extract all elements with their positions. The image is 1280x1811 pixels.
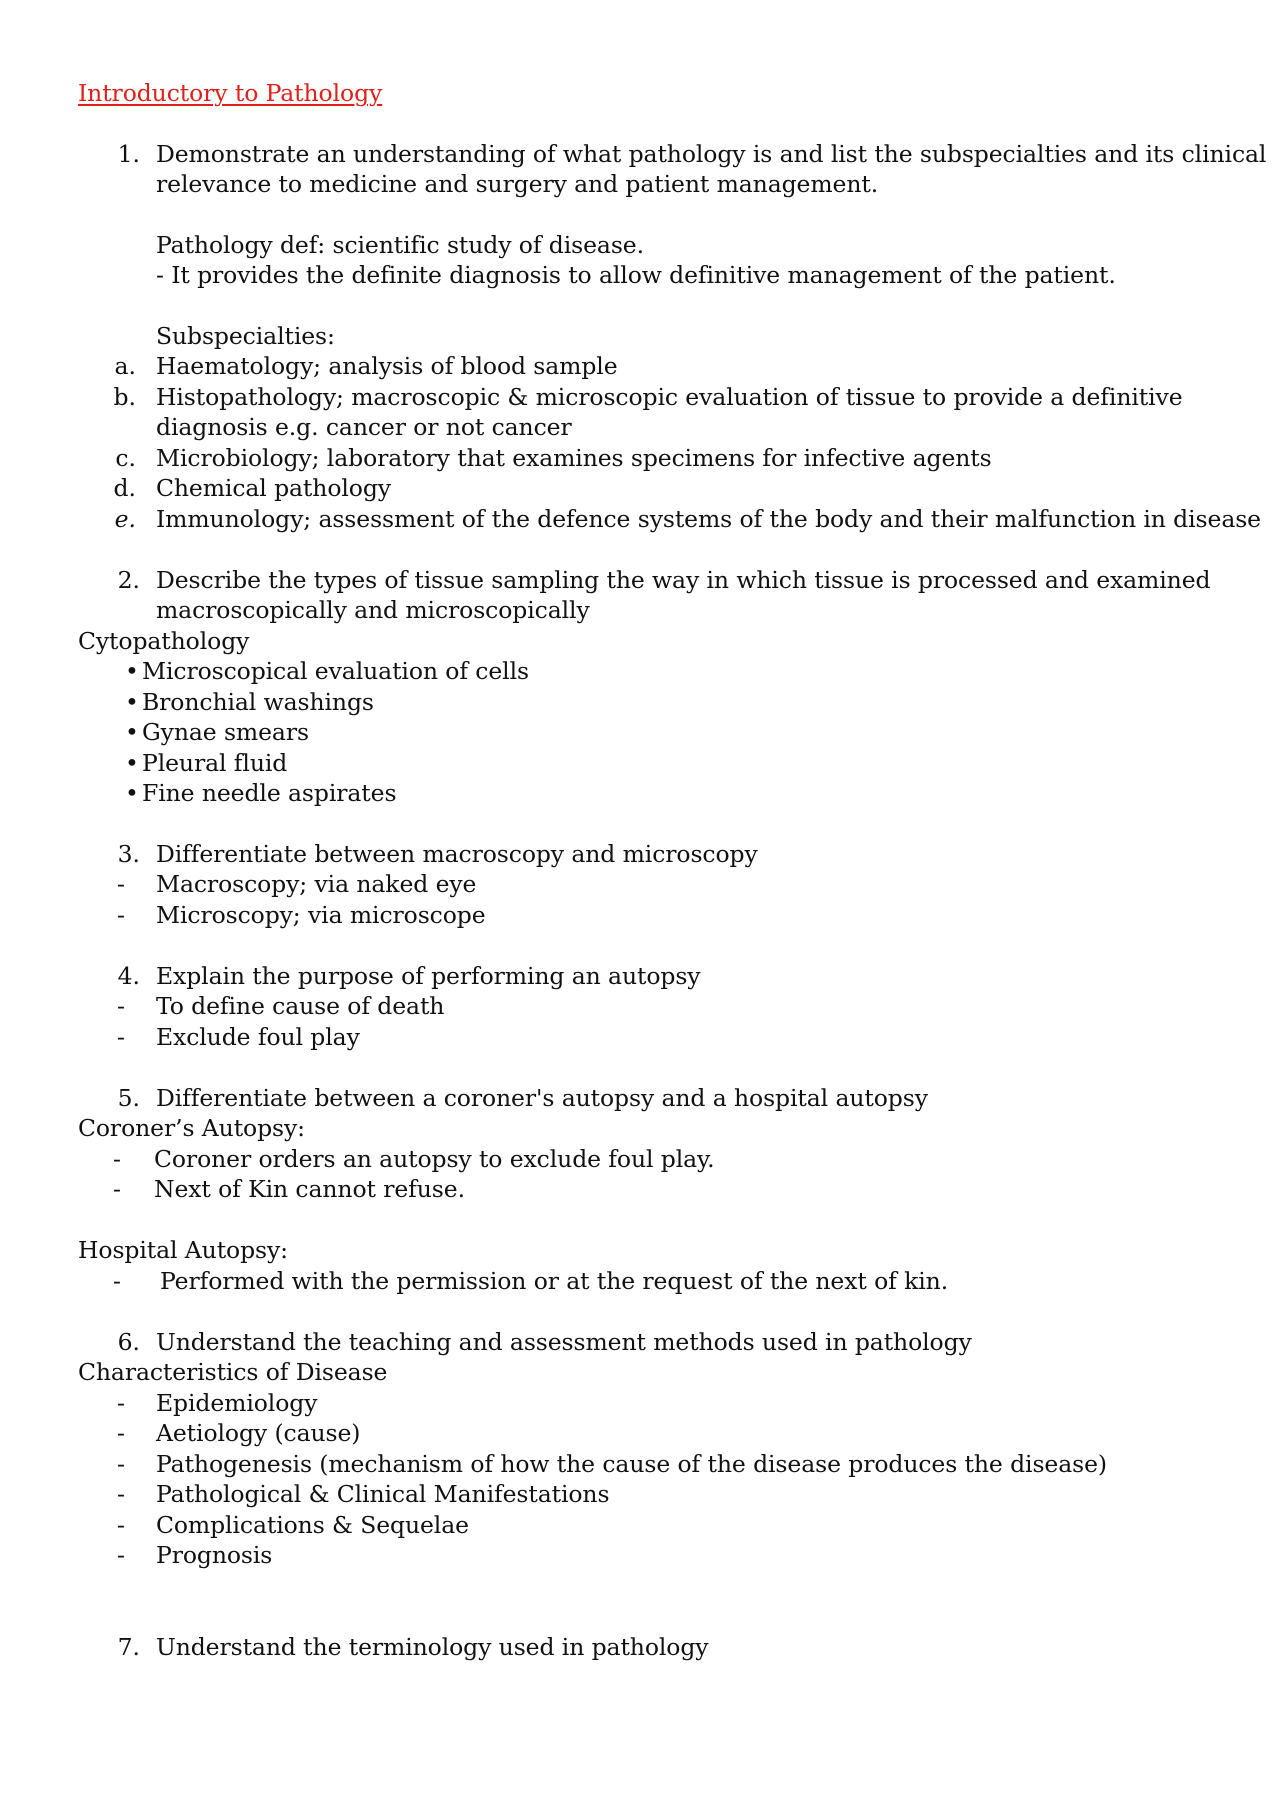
q4-text: Explain the purpose of performing an autopsy [156, 962, 701, 990]
coroner-autopsy-item: Next of Kin cannot refuse. [154, 1175, 465, 1203]
dash-mark: - [117, 1511, 125, 1539]
q1-text-line1: Demonstrate an understanding of what pathology is and list the subspecialties and its clinical [156, 140, 1267, 168]
q6-number: 6. [117, 1328, 140, 1356]
hospital-autopsy-heading: Hospital Autopsy: [78, 1236, 288, 1264]
subspecialty-item: Chemical pathology [156, 474, 391, 502]
q5-number: 5. [117, 1084, 140, 1112]
subspecialties-heading: Subspecialties: [156, 322, 335, 350]
dash-mark: - [113, 1267, 121, 1295]
dash-mark: - [117, 1389, 125, 1417]
subspecialty-item: Immunology; assessment of the defence systems of the body and their malfunction in disease [156, 505, 1261, 533]
bullet-mark: • [125, 688, 139, 716]
coroner-autopsy-item: Coroner orders an autopsy to exclude foul play. [154, 1145, 715, 1173]
subspecialty-marker: c. [115, 444, 136, 472]
subspecialty-marker: a. [114, 352, 136, 380]
q1-text-line2: relevance to medicine and surgery and patient management. [156, 170, 879, 198]
dash-mark: - [117, 901, 125, 929]
q4-item: Exclude foul play [156, 1023, 360, 1051]
q1-number: 1. [117, 140, 140, 168]
q4-item: To define cause of death [156, 992, 445, 1020]
dash-mark: - [113, 1175, 121, 1203]
cytopathology-item: Bronchial washings [142, 688, 374, 716]
coroner-autopsy-heading: Coroner’s Autopsy: [78, 1114, 305, 1142]
q7-text: Understand the terminology used in pathology [156, 1633, 709, 1661]
q6-text: Understand the teaching and assessment methods used in pathology [156, 1328, 972, 1356]
cytopathology-item: Pleural fluid [142, 749, 288, 777]
characteristic-item: Pathogenesis (mechanism of how the cause of the disease produces the disease) [156, 1450, 1107, 1478]
dash-mark: - [113, 1145, 121, 1173]
pathology-definition: Pathology def: scientific study of disease. [156, 231, 644, 259]
characteristic-item: Aetiology (cause) [156, 1419, 361, 1447]
characteristic-item: Prognosis [156, 1541, 273, 1569]
document-title: Introductory to Pathology [78, 79, 383, 107]
dash-mark: - [117, 1541, 125, 1569]
hospital-autopsy-item: Performed with the permission or at the request of the next of kin. [160, 1267, 949, 1295]
q2-number: 2. [117, 566, 140, 594]
cytopathology-item: Fine needle aspirates [142, 779, 397, 807]
bullet-mark: • [125, 779, 139, 807]
subspecialty-marker: d. [113, 474, 136, 502]
subspecialty-item-continued: diagnosis e.g. cancer or not cancer [156, 413, 572, 441]
bullet-mark: • [125, 749, 139, 777]
q5-text: Differentiate between a coroner's autopsy and a hospital autopsy [156, 1084, 928, 1112]
q2-text-line2: macroscopically and microscopically [156, 596, 590, 624]
pathology-definition-note: - It provides the definite diagnosis to allow definitive management of the patient. [156, 261, 1116, 289]
q4-number: 4. [117, 962, 140, 990]
q3-item: Microscopy; via microscope [156, 901, 486, 929]
cytopathology-heading: Cytopathology [78, 627, 250, 655]
subspecialty-item: Microbiology; laboratory that examines specimens for infective agents [156, 444, 992, 472]
characteristic-item: Pathological & Clinical Manifestations [156, 1480, 610, 1508]
dash-mark: - [117, 992, 125, 1020]
dash-mark: - [117, 1450, 125, 1478]
subspecialty-item: Histopathology; macroscopic & microscopic evaluation of tissue to provide a definitive [156, 383, 1183, 411]
characteristics-heading: Characteristics of Disease [78, 1358, 388, 1386]
bullet-mark: • [125, 657, 139, 685]
characteristic-item: Epidemiology [156, 1389, 318, 1417]
q3-item: Macroscopy; via naked eye [156, 870, 477, 898]
characteristic-item: Complications & Sequelae [156, 1511, 469, 1539]
dash-mark: - [117, 1480, 125, 1508]
cytopathology-item: Gynae smears [142, 718, 309, 746]
q7-number: 7. [117, 1633, 140, 1661]
subspecialty-marker: b. [113, 383, 136, 411]
q3-number: 3. [117, 840, 140, 868]
subspecialty-item: Haematology; analysis of blood sample [156, 352, 618, 380]
q2-text-line1: Describe the types of tissue sampling the way in which tissue is processed and examined [156, 566, 1211, 594]
subspecialty-marker: e. [114, 505, 136, 533]
q3-text: Differentiate between macroscopy and microscopy [156, 840, 758, 868]
cytopathology-item: Microscopical evaluation of cells [142, 657, 529, 685]
bullet-mark: • [125, 718, 139, 746]
dash-mark: - [117, 1023, 125, 1051]
dash-mark: - [117, 1419, 125, 1447]
dash-mark: - [117, 870, 125, 898]
